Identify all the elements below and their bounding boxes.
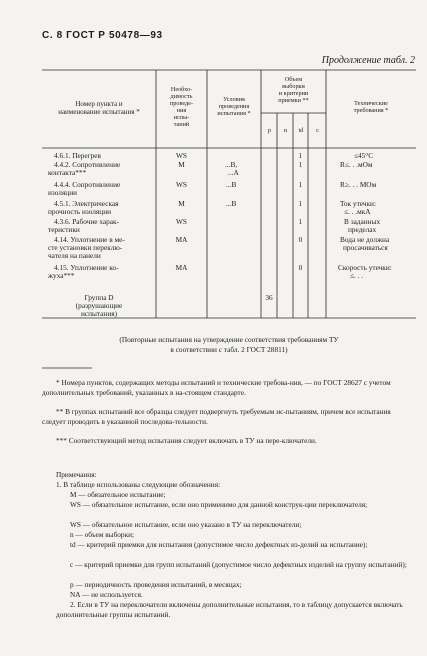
notes-item: 1. В таблице использованы следующие обозначения: — [56, 480, 221, 489]
column-header-requirements: Технические требования * — [353, 100, 389, 114]
column-header-conditions: Условия проведения испытания * — [217, 96, 251, 117]
notes-item: М — обязательное испытание; — [70, 490, 166, 499]
notes-item: NA — не используется. — [70, 590, 143, 599]
column-header-n: n — [283, 127, 288, 134]
notes-item: td — критерий приемки для испытания (допустимое число дефектных из-делий на испытание); — [70, 540, 368, 549]
retest-note-line-1: (Повторные испытания на утверждение соответствия требованиям ТУ — [119, 335, 339, 344]
table-continuation: Продолжение табл. 2 — [321, 55, 415, 66]
footnote-2: ** В группах испытаний все образцы следует подвергнуть требуемым ис-пытаниям, причем все испытания следует проводить в указанной последова-тельности. — [42, 407, 391, 426]
notes-item: WS — обязательное испытание, если оно указано в ТУ на переключатели; — [70, 520, 302, 529]
column-header-p: p — [267, 127, 272, 134]
column-header-item: Номер пункта и наименование испытания * — [58, 100, 140, 116]
notes-item: n — объем выборки; — [70, 530, 135, 539]
footnote-1: * Номера пунктов, содержащих методы испытаний и технические требова-ния, — по ГОСТ 28627 с учетом дополнительных требований, указанных в на-стоящем стандарте. — [42, 378, 391, 397]
notes-item: c — критерий приемки для групп испытаний (допустимое число дефектных изделий на группу испытаний); — [70, 560, 407, 569]
document-page: С. 8 ГОСТ Р 50478—93 Продолжение табл. 2 Номер пункта и наименование испытания * Необхо- димость проведе- ния испы- таний Условия проведения испытания * Объем выборки и критерии приемки ** p n td c Технические требования * 4.6.1. Перегрев WS 1 ≤45°С 4.4.2. Сопротивление контакта*** M ...В, ...А 1 R≤. . .мОм 4.4.4. Сопротивление изоляции WS ...В 1 R≥. . . МОм 4.5.1. Электрическая прочность изоляции M ...В 1 Ток утечки: ≤. . .мкА 4.3.6. Рабочие харак- теристики WS 1 В заданных пределах 4.14. Уплотнение в ме- сте установки переклю- чателя на панели MA 0 Вода не должна просачиваться 4.15. Уплотнение ко- жуха*** MA 0 Скорость утечки: ≤. . . Группа D (разрушающие испытания) 36 (Повторные испытания на утверждение соответствия требованиям ТУ в соответствии с табл. 2 ГОСТ 28811) * Номера пунктов, содержащих методы испытаний и технические требова-ния, — по ГОСТ 28627 с учетом дополнительных требований, указанных в на-стоящем стандарте. ** В группах испытаний все образцы следует подвергнуть требуемым ис-пытаниям, причем все испытания следует проводить в указанной последова-тельности. *** Соответствующий метод испытания следует включать в ТУ на пере-ключатели. Примечания: 1. В таблице использованы следующие обозначения: М — обязательное испытание; WS — обязательное испытание, если оно применимо для данной конструк-ции переключателя; WS — обязательное испытание, если оно указано в ТУ на переключатели; n — объем выборки; td — критерий приемки для испытания (допустимое число дефектных из-делий на испытание); c — критерий приемки для групп испытаний (допустимое число дефектных изделий на группу испытаний); p — периодичность проведения испытаний, в месяцах; NA — не используется. 2. Если в ТУ на переключатели включены дополнительные испытания, то в таблицу допускается включать дополнительные группы испытаний. — [0, 0, 427, 656]
column-header-sample-criteria: Объем выборки и критерии приемки ** — [278, 76, 309, 104]
notes-item: p — периодичность проведения испытаний, в месяцах; — [70, 580, 242, 589]
page-header: С. 8 ГОСТ Р 50478—93 — [42, 30, 163, 41]
column-header-td: td — [298, 127, 304, 134]
notes-item: 2. Если в ТУ на переключатели включены дополнительные испытания, то в таблицу допускается включать дополнительные группы испытаний. — [56, 600, 403, 619]
notes-item: WS — обязательное испытание, если оно применимо для данной конструк-ции переключателя; — [70, 500, 368, 509]
notes-title: Примечания: — [56, 470, 97, 479]
column-header-c: c — [316, 127, 319, 134]
retest-note-line-2: в соответствии с табл. 2 ГОСТ 28811) — [170, 345, 288, 354]
footnote-3: *** Соответствующий метод испытания следует включать в ТУ на пере-ключатели. — [56, 436, 317, 445]
column-header-necessity: Необхо- димость проведе- ния испы- таний — [169, 86, 193, 128]
